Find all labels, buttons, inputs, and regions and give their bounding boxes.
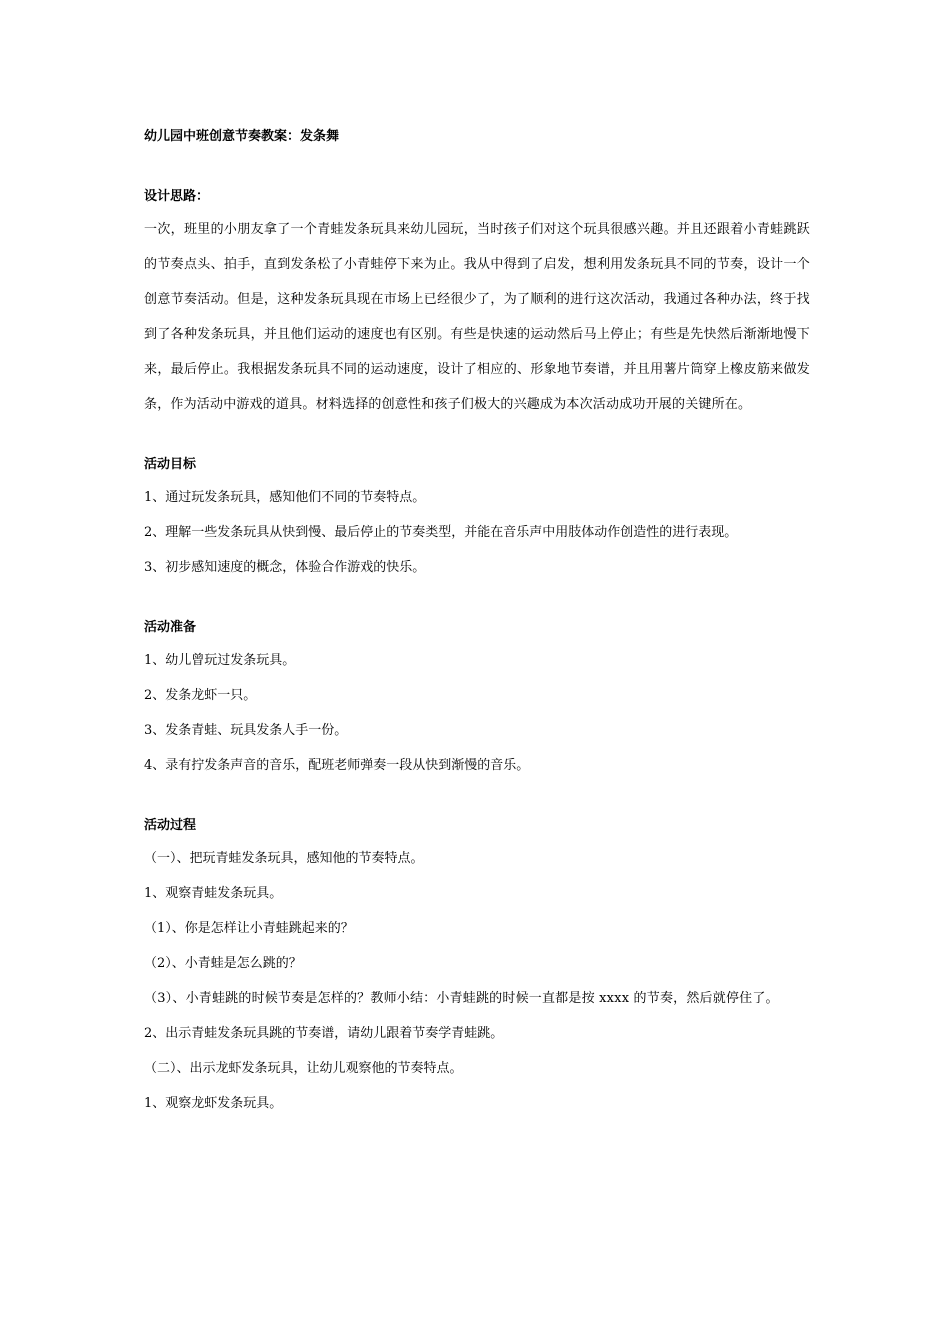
design-heading: 设计思路：: [144, 189, 210, 204]
document-content: [144, 122, 810, 1121]
process-item: 2、出示青蛙发条玩具跳的节奏谱，请幼儿跟着节奏学青蛙跳。: [144, 1026, 504, 1041]
process-item: （一）、把玩青蛙发条玩具，感知他的节奏特点。: [144, 851, 424, 866]
goal-item: 3、初步感知速度的概念，体验合作游戏的快乐。: [144, 560, 426, 575]
document-title: 幼儿园中班创意节奏教案：发条舞: [144, 129, 340, 144]
goal-item: 2、理解一些发条玩具从快到慢、最后停止的节奏类型，并能在音乐声中用肢体动作创造性的进行表现。: [144, 525, 738, 540]
spacer: [144, 152, 810, 182]
process-item: 1、观察龙虾发条玩具。: [144, 1096, 283, 1111]
prep-item: 4、录有拧发条声音的音乐，配班老师弹奏一段从快到渐慢的音乐。: [144, 758, 530, 773]
prep-item: 3、发条青蛙、玩具发条人手一份。: [144, 723, 348, 738]
spacer: [144, 585, 810, 613]
prep-item: 1、幼儿曾玩过发条玩具。: [144, 653, 296, 668]
design-paragraph: 一次，班里的小朋友拿了一个青蛙发条玩具来幼儿园玩，当时孩子们对这个玩具很感兴趣。并且还跟着小青蛙跳跃的节奏点头、拍手，直到发条松了小青蛙停下来为止。我从中得到了启发，想利用发条玩具不同的节奏，设计一个创意节奏活动。但是，这种发条玩具现在市场上已经很少了，为了顺利的进行这次活动，我通过各种办法，终于找到了各种发条玩具，并且他们运动的速度也有区别。有些是快速的运动然后马上停止；有些是先快然后渐渐地慢下来，最后停止。我根据发条玩具不同的运动速度，设计了相应的、形象地节奏谱，并且用薯片筒穿上橡皮筋来做发条，作为活动中游戏的道具。材料选择的创意性和孩子们极大的兴趣成为本次活动成功开展的关键所在。: [144, 222, 810, 412]
process-item: 1、观察青蛙发条玩具。: [144, 886, 283, 901]
process-item: （2）、小青蛙是怎么跳的？: [144, 956, 302, 971]
spacer: [144, 422, 810, 450]
prep-item: 2、发条龙虾一只。: [144, 688, 257, 703]
spacer: [144, 783, 810, 811]
process-item: （1）、你是怎样让小青蛙跳起来的？: [144, 921, 354, 936]
process-item: （3）、小青蛙跳的时候节奏是怎样的？教师小结：小青蛙跳的时候一直都是按 xxxx 的节奏，然后就停住了。: [144, 991, 779, 1006]
prep-heading: 活动准备: [144, 620, 197, 635]
goal-item: 1、通过玩发条玩具，感知他们不同的节奏特点。: [144, 490, 426, 505]
process-heading: 活动过程: [144, 818, 197, 833]
process-item: （二）、出示龙虾发条玩具，让幼儿观察他的节奏特点。: [144, 1061, 463, 1076]
goals-heading: 活动目标: [144, 457, 197, 472]
